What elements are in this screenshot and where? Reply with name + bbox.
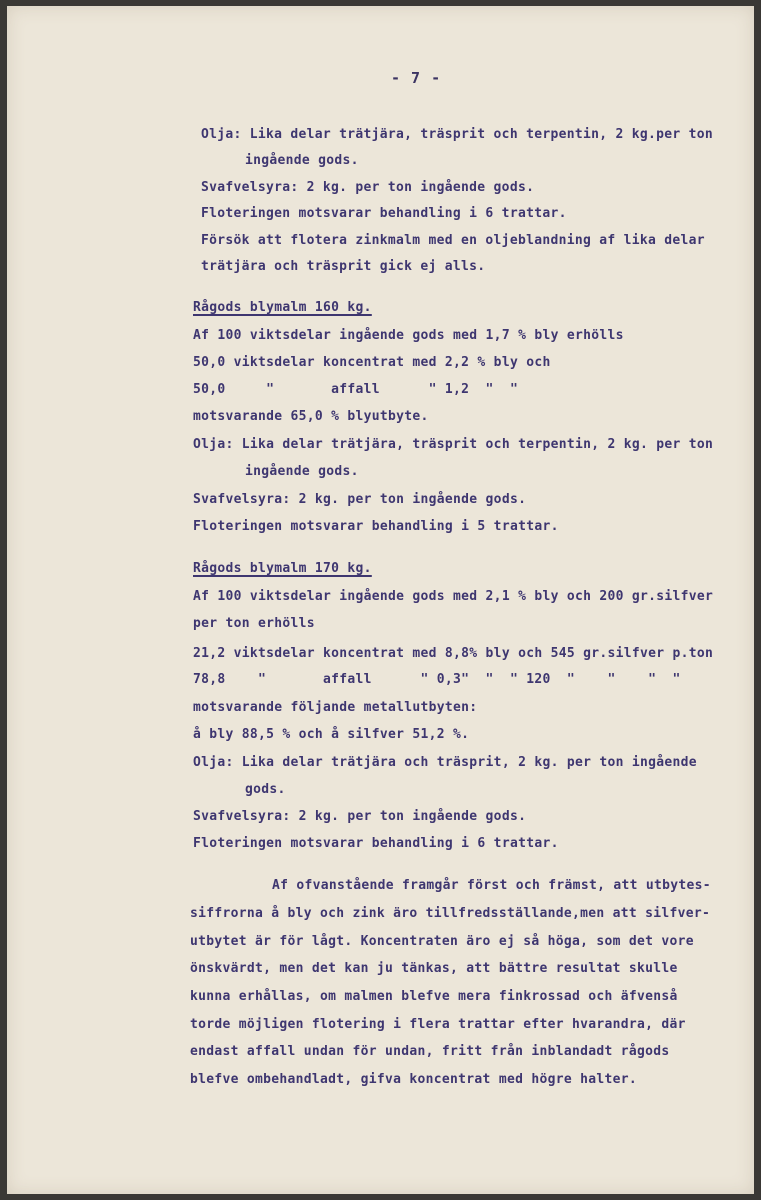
text-line: önskvärdt, men det kan ju tänkas, att bättre resultat skulle [190, 961, 678, 976]
text-line: å bly 88,5 % och å silfver 51,2 %. [193, 727, 470, 742]
text-line: 50,0 viktsdelar koncentrat med 2,2 % bly och [193, 355, 551, 370]
text-line: Af 100 viktsdelar ingående gods med 2,1 % bly och 200 gr.silfver [193, 589, 714, 604]
text-line: Olja: Lika delar trätjära, träsprit och terpentin, 2 kg.per ton [201, 127, 713, 142]
text-line: Svafvelsyra: 2 kg. per ton ingående gods. [201, 180, 535, 195]
text-line: motsvarande följande metallutbyten: [193, 700, 478, 715]
text-line: gods. [245, 782, 286, 797]
page-number: - 7 - [391, 69, 442, 87]
text-line: motsvarande 65,0 % blyutbyte. [193, 409, 429, 424]
text-line: Försök att flotera zinkmalm med en oljeblandning af lika delar [201, 233, 705, 248]
section-heading: Rågods blymalm 170 kg. [193, 561, 372, 576]
text-line: Olja: Lika delar trätjära och träsprit, 2 kg. per ton ingående [193, 755, 697, 770]
text-line: Floteringen motsvarar behandling i 6 trattar. [193, 836, 559, 851]
text-line: Svafvelsyra: 2 kg. per ton ingående gods. [193, 809, 527, 824]
text-line: Svafvelsyra: 2 kg. per ton ingående gods. [193, 492, 527, 507]
text-line: Af ofvanstående framgår först och främst, att utbytes- [272, 878, 711, 893]
section-heading: Rågods blymalm 160 kg. [193, 300, 372, 315]
text-line: Floteringen motsvarar behandling i 6 trattar. [201, 206, 567, 221]
text-line: trätjära och träsprit gick ej alls. [201, 259, 486, 274]
text-line: kunna erhållas, om malmen blefve mera finkrossad och äfvenså [190, 989, 678, 1004]
text-line: Af 100 viktsdelar ingående gods med 1,7 % bly erhölls [193, 328, 624, 343]
document-page [7, 6, 754, 1194]
text-line: ingående gods. [245, 464, 359, 479]
text-line: Olja: Lika delar trätjära, träsprit och terpentin, 2 kg. per ton [193, 437, 714, 452]
text-line: blefve ombehandladt, gifva koncentrat med högre halter. [190, 1072, 637, 1087]
text-line: per ton erhölls [193, 616, 315, 631]
text-line: 78,8 " affall " 0,3" " " 120 " " " " [193, 672, 681, 687]
text-line: utbytet är för lågt. Koncentraten äro ej så höga, som det vore [190, 934, 694, 949]
text-line: endast affall undan för undan, fritt från inblandadt rågods [190, 1044, 670, 1059]
text-line: torde möjligen flotering i flera trattar efter hvarandra, där [190, 1017, 686, 1032]
text-line: Floteringen motsvarar behandling i 5 trattar. [193, 519, 559, 534]
text-line: 50,0 " affall " 1,2 " " [193, 382, 519, 397]
text-line: 21,2 viktsdelar koncentrat med 8,8% bly och 545 gr.silfver p.ton [193, 646, 714, 661]
text-line: siffrorna å bly och zink äro tillfredsställande,men att silfver- [190, 906, 711, 921]
text-line: ingående gods. [245, 153, 359, 168]
